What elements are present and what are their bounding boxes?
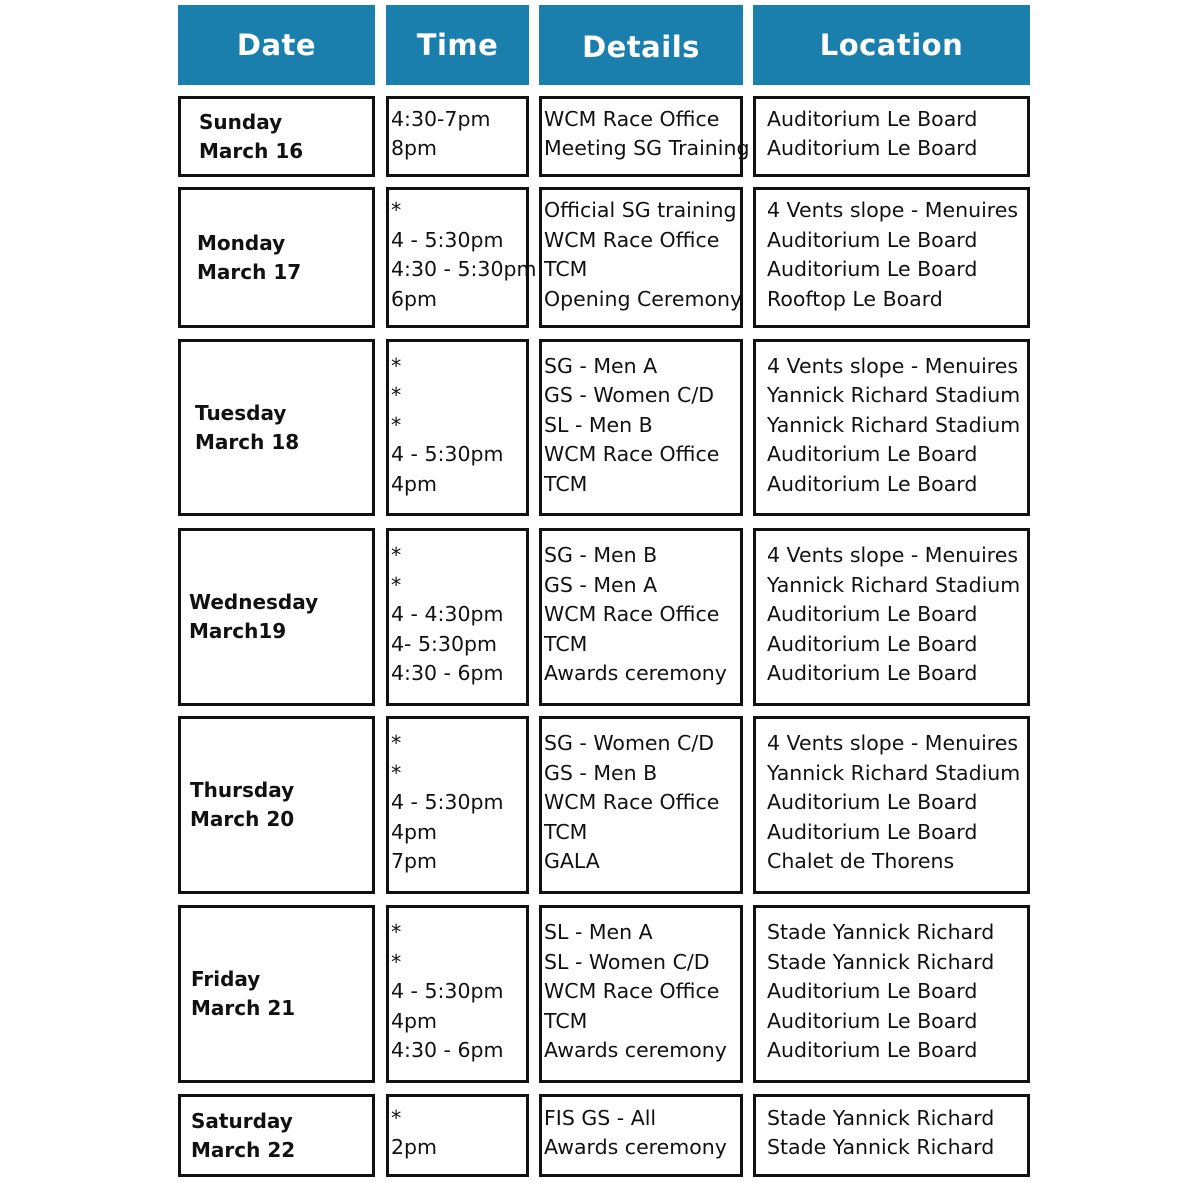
details-cell (539, 339, 743, 516)
detail-entry: TCM (544, 257, 588, 282)
time-entry: 4- 5:30pm (391, 631, 497, 656)
day-name: Tuesday (195, 400, 287, 425)
time-entry: 4 - 5:30pm (391, 227, 504, 252)
day-name: Sunday (199, 109, 283, 134)
detail-entry: SG - Men B (544, 543, 658, 567)
location-entry: Auditorium Le Board (767, 1038, 978, 1063)
detail-entry: TCM (544, 631, 588, 656)
location-cell (753, 187, 1030, 328)
time-cell (386, 96, 529, 177)
detail-entry: FIS GS - All (544, 1105, 657, 1130)
time-entry: * (391, 731, 402, 755)
date-cell (178, 96, 375, 177)
times-lines (391, 541, 504, 689)
time-cell (386, 187, 537, 328)
day-name: Thursday (190, 778, 295, 802)
time-entry: * (391, 920, 402, 944)
time-entry: 4 - 5:30pm (391, 790, 504, 815)
detail-entry: Meeting SG Training (544, 136, 750, 161)
time-cell (386, 528, 529, 706)
location-cell (753, 96, 1030, 177)
detail-entry: WCM Race Office (544, 790, 720, 815)
location-entry: Auditorium Le Board (767, 442, 978, 467)
detail-entry: Awards ceremony (544, 1038, 727, 1063)
header-time: Time (386, 5, 529, 85)
location-entry: Auditorium Le Board (767, 979, 978, 1004)
details-cell (539, 716, 743, 894)
location-entry: 4 Vents slope - Menuires (767, 198, 1019, 223)
time-entry: 4:30-7pm (391, 106, 491, 131)
day-date: March 18 (195, 429, 300, 454)
details-lines (544, 541, 727, 689)
date-cell (178, 1094, 375, 1177)
time-entry: 4 - 5:30pm (391, 442, 504, 467)
details-lines (544, 352, 719, 500)
time-entry: 4:30 - 5:30pm (391, 257, 537, 282)
locations-lines (767, 105, 977, 164)
time-entry: 6pm (391, 287, 438, 312)
detail-entry: SG - Women C/D (544, 731, 715, 755)
time-cell (386, 1094, 529, 1177)
header-location: Location (753, 5, 1030, 85)
day-name: Wednesday (189, 590, 319, 614)
time-entry: * (391, 1105, 402, 1130)
location-entry: Auditorium Le Board (767, 661, 978, 686)
times-lines (391, 196, 536, 314)
day-name: Friday (191, 967, 261, 991)
details-lines (544, 918, 727, 1066)
location-entry: Stade Yannick Richard (767, 949, 995, 974)
detail-entry: GS - Men A (544, 572, 658, 597)
day-date: March 21 (191, 996, 296, 1020)
location-entry: Rooftop Le Board (767, 287, 943, 312)
location-entry: Yannick Richard Stadium (767, 412, 1021, 437)
time-entry: * (391, 383, 402, 408)
time-entry: * (391, 412, 402, 437)
location-entry: Auditorium Le Board (767, 106, 978, 131)
details-cell (539, 905, 743, 1083)
detail-entry: TCM (544, 471, 588, 496)
day-name: Saturday (191, 1108, 293, 1133)
day-name: Monday (197, 230, 286, 255)
date-cell (178, 187, 375, 328)
location-entry: Auditorium Le Board (767, 631, 978, 656)
time-entry: * (391, 760, 402, 785)
times-lines (391, 105, 490, 164)
location-cell (753, 339, 1030, 516)
time-entry: 4:30 - 6pm (391, 661, 504, 686)
detail-entry: SG - Men A (544, 353, 658, 378)
locations-lines (767, 1104, 994, 1163)
details-cell (539, 187, 743, 328)
detail-entry: TCM (544, 1008, 588, 1033)
location-entry: Auditorium Le Board (767, 257, 978, 282)
detail-entry: WCM Race Office (544, 106, 720, 131)
time-entry: * (391, 543, 402, 567)
detail-entry: SL - Women C/D (544, 949, 710, 974)
date-cell (178, 339, 375, 516)
time-entry: 4pm (391, 819, 438, 844)
locations-lines (767, 352, 1020, 500)
location-entry: Stade Yannick Richard (767, 1105, 995, 1130)
times-lines (391, 1104, 437, 1163)
day-date: March 16 (199, 138, 304, 163)
details-cell (539, 1094, 743, 1177)
location-entry: Chalet de Thorens (767, 849, 955, 874)
detail-entry: WCM Race Office (544, 602, 720, 627)
time-entry: * (391, 198, 402, 223)
times-lines (391, 918, 504, 1066)
times-lines (391, 352, 504, 500)
detail-entry: GS - Women C/D (544, 383, 715, 408)
location-entry: Auditorium Le Board (767, 471, 978, 496)
detail-entry: Awards ceremony (544, 1135, 727, 1160)
location-cell (753, 528, 1030, 706)
day-date: March19 (189, 619, 287, 643)
detail-entry: GS - Men B (544, 760, 658, 785)
location-entry: Auditorium Le Board (767, 136, 978, 161)
location-cell (753, 1094, 1030, 1177)
time-entry: * (391, 949, 402, 974)
detail-entry: WCM Race Office (544, 979, 720, 1004)
location-cell (753, 905, 1030, 1083)
detail-entry: WCM Race Office (544, 227, 720, 252)
time-entry: 8pm (391, 136, 438, 161)
details-lines (544, 196, 742, 314)
location-entry: 4 Vents slope - Menuires (767, 353, 1019, 378)
time-entry: * (391, 572, 402, 597)
details-lines (544, 1104, 727, 1163)
location-entry: Stade Yannick Richard (767, 1135, 995, 1160)
detail-entry: SL - Men B (544, 412, 653, 437)
location-entry: Yannick Richard Stadium (767, 760, 1021, 785)
time-entry: 4pm (391, 1008, 438, 1033)
locations-lines (767, 729, 1020, 877)
date-cell (178, 528, 375, 706)
location-entry: Stade Yannick Richard (767, 920, 995, 944)
detail-entry: TCM (544, 819, 588, 844)
detail-entry: Official SG training (544, 198, 737, 223)
header-date: Date (178, 5, 375, 85)
time-entry: 4pm (391, 471, 438, 496)
detail-entry: Awards ceremony (544, 661, 727, 686)
location-entry: 4 Vents slope - Menuires (767, 731, 1019, 755)
location-entry: Yannick Richard Stadium (767, 572, 1021, 597)
location-entry: Auditorium Le Board (767, 227, 978, 252)
time-entry: * (391, 353, 402, 378)
details-lines (544, 729, 719, 877)
time-entry: 2pm (391, 1135, 438, 1160)
time-cell (386, 339, 529, 516)
location-entry: Auditorium Le Board (767, 790, 978, 815)
locations-lines (767, 196, 1018, 314)
detail-entry: GALA (544, 849, 600, 874)
time-cell (386, 905, 529, 1083)
details-cell (539, 96, 750, 177)
location-entry: Auditorium Le Board (767, 819, 978, 844)
time-entry: 4 - 4:30pm (391, 602, 504, 627)
detail-entry: WCM Race Office (544, 442, 720, 467)
date-cell (178, 716, 375, 894)
day-date: March 20 (190, 807, 295, 831)
header-details: Details (539, 5, 743, 85)
locations-lines (767, 541, 1020, 689)
date-cell (178, 905, 375, 1083)
location-entry: 4 Vents slope - Menuires (767, 543, 1019, 567)
location-entry: Auditorium Le Board (767, 1008, 978, 1033)
times-lines (391, 729, 504, 877)
day-date: March 22 (191, 1137, 296, 1162)
time-entry: 4:30 - 6pm (391, 1038, 504, 1063)
detail-entry: Opening Ceremony (544, 287, 743, 312)
locations-lines (767, 918, 994, 1066)
details-lines (544, 105, 749, 164)
time-entry: 7pm (391, 849, 438, 874)
day-date: March 17 (197, 259, 302, 284)
location-entry: Auditorium Le Board (767, 602, 978, 627)
location-cell (753, 716, 1030, 894)
details-cell (539, 528, 743, 706)
detail-entry: SL - Men A (544, 920, 653, 944)
time-cell (386, 716, 529, 894)
time-entry: 4 - 5:30pm (391, 979, 504, 1004)
location-entry: Yannick Richard Stadium (767, 383, 1021, 408)
